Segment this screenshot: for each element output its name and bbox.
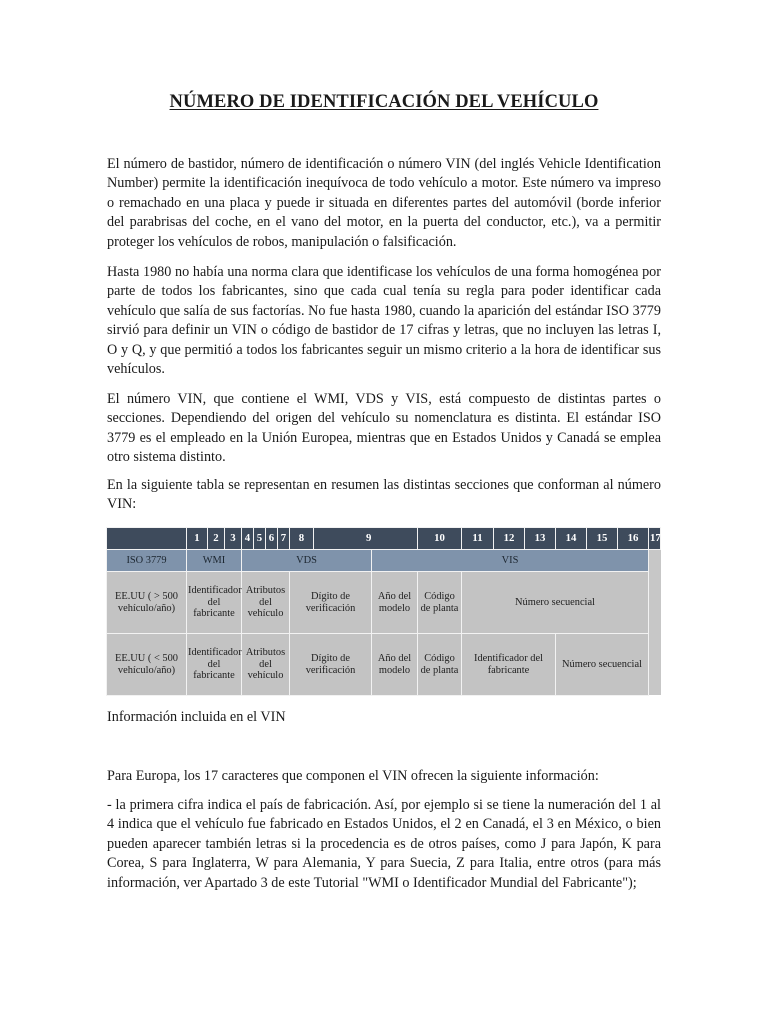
position-cell: 17 [649, 528, 661, 550]
position-cell: 9 [314, 528, 418, 550]
position-cell: 10 [418, 528, 462, 550]
position-cell: 3 [225, 528, 242, 550]
position-cell: 5 [254, 528, 266, 550]
position-cell: 2 [208, 528, 225, 550]
manufacturer-id-cell-2: Identificador del fabricante [462, 634, 556, 696]
vehicle-attributes-cell: Atributos del vehículo [242, 572, 290, 634]
paragraph-composition: El número VIN, que contiene el WMI, VDS y VIS, está compuesto de distintas partes o secciones. Dependiendo del origen del vehículo su nomenclatura es distinta. El estándar ISO 3779 es el empleado en la Unión Europea, mientras que en Estados Unidos y Canadá se emplea otro sistema distinto. [107, 391, 661, 466]
sequential-number-cell: Número secuencial [462, 572, 649, 634]
wmi-group-cell: WMI [187, 550, 242, 572]
plant-code-cell: Código de planta [418, 572, 462, 634]
table-row-usa-gt500 [107, 572, 661, 634]
row-label-cell: EE.UU ( < 500 vehículo/año) [107, 634, 187, 696]
paragraph-intro: El número de bastidor, número de identificación o número VIN (del inglés Vehicle Identification Number) permite la identificación inequívoca de todo vehículo a motor. Este número va impreso o remachado en una placa y puede ir situada en diferentes partes del automóvil (borde inferior del parabrisas del coche, en el vano del motor, en la puerta del conductor, etc.), va a permitir proteger los vehículos de robos, manipulación o falsificación. [107, 156, 661, 250]
row-label-cell: EE.UU ( > 500 vehículo/año) [107, 572, 187, 634]
manufacturer-id-cell: Identificador del fabricante [187, 572, 242, 634]
check-digit-cell: Dígito de verificación [290, 634, 372, 696]
vds-group-cell: VDS [242, 550, 372, 572]
vehicle-attributes-cell: Atributos del vehículo [242, 634, 290, 696]
position-cell: 1 [187, 528, 208, 550]
position-cell: 8 [290, 528, 314, 550]
position-header-row [107, 528, 661, 550]
position-cell: 14 [556, 528, 587, 550]
table-row-usa-lt500 [107, 634, 661, 696]
position-cell: 12 [494, 528, 525, 550]
position-cell: 6 [266, 528, 278, 550]
sequential-number-cell: Número secuencial [556, 634, 649, 696]
check-digit-cell: Dígito de verificación [290, 572, 372, 634]
position-cell: 4 [242, 528, 254, 550]
paragraph-history: Hasta 1980 no había una norma clara que identificase los vehículos de una forma homogénea por parte de todos los fabricantes, sino que cada cual tenía su regla para poder identificar cada vehículo que salía de sus factorías. No fue hasta 1980, cuando la aparición del estándar ISO 3779 sirvió para definir un VIN o código de bastidor de 17 cifras y letras, que no incluyen las letras I, O y Q, y que permitió a todos los fabricantes seguir un mismo criterio a la hora de identificar sus vehículos. [107, 264, 661, 378]
position-cell: 11 [462, 528, 494, 550]
position-cell: 15 [587, 528, 618, 550]
table-caption: Información incluida en el VIN [107, 709, 286, 725]
section-group-row [107, 550, 661, 572]
standard-label-cell: ISO 3779 [107, 550, 187, 572]
position-cell: 16 [618, 528, 649, 550]
paragraph-first-digit: - la primera cifra indica el país de fabricación. Así, por ejemplo si se tiene la numeración del 1 al 4 indica que el vehículo fue fabricado en Estados Unidos, el 2 en Canadá, el 3 en México, o bien pueden aparecer también letras si la procedencia es de otros países, como J para Japón, K para Corea, S para Inglaterra, W para Alemania, Y para Suecia, Z para Italia, entre otros (para más información, ver Apartado 3 de este Tutorial "WMI o Identificador Mundial del Fabricante"); [107, 797, 661, 891]
position-cell: 13 [525, 528, 556, 550]
vis-group-cell: VIS [372, 550, 649, 572]
document-title: NÚMERO DE IDENTIFICACIÓN DEL VEHÍCULO [169, 92, 599, 112]
paragraph-europe: Para Europa, los 17 caracteres que componen el VIN ofrecen la siguiente información: [107, 768, 599, 784]
model-year-cell: Año del modelo [372, 634, 418, 696]
paragraph-table-intro: En la siguiente tabla se representan en resumen las distintas secciones que conforman al número VIN: [107, 477, 661, 513]
header-blank-cell [107, 528, 187, 550]
plant-code-cell: Código de planta [418, 634, 462, 696]
model-year-cell: Año del modelo [372, 572, 418, 634]
position-cell: 7 [278, 528, 290, 550]
vin-structure-table [106, 527, 661, 695]
manufacturer-id-cell: Identificador del fabricante [187, 634, 242, 696]
